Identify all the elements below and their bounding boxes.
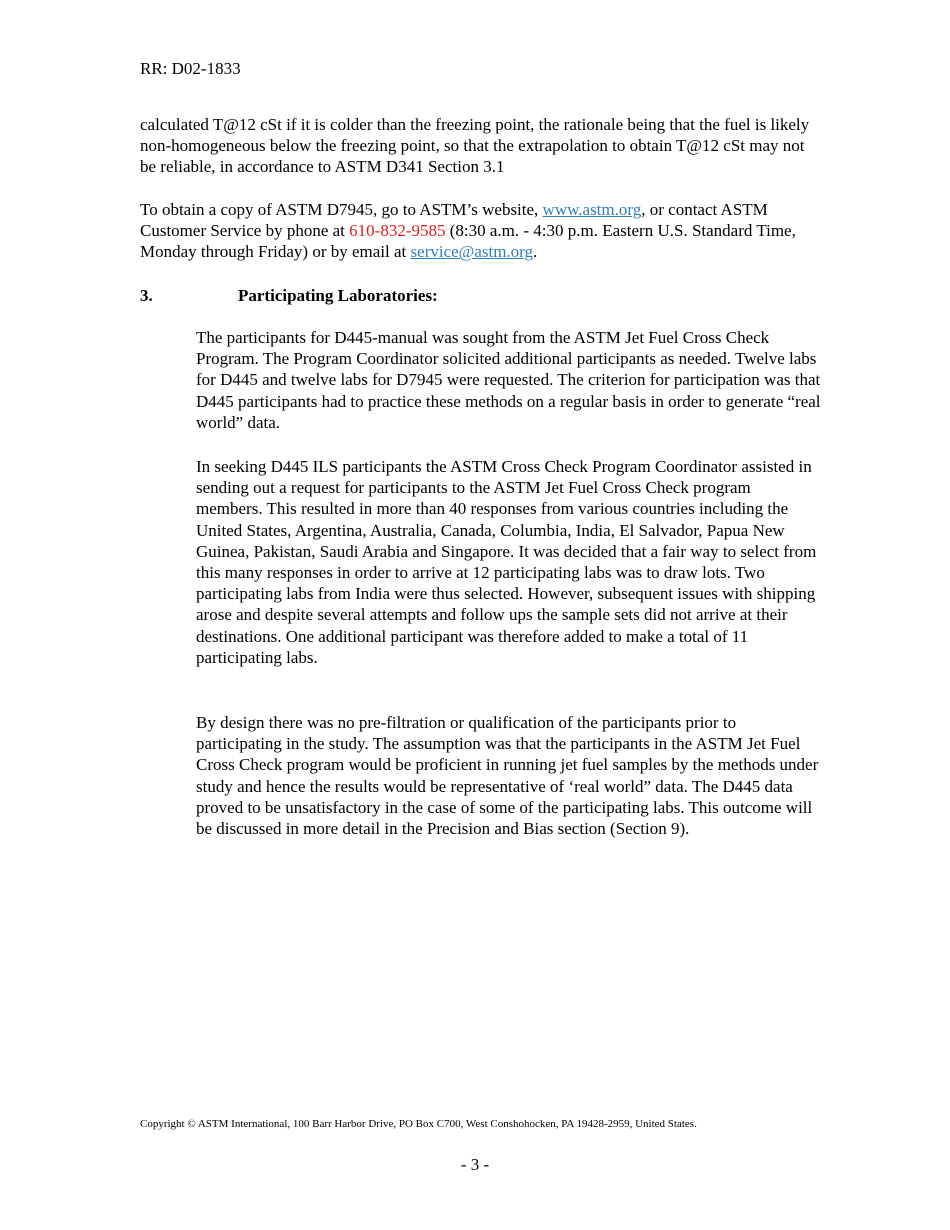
section-paragraph-2: In seeking D445 ILS participants the ASTM Cross Check Program Coordinator assisted in sending out a request for participants to the ASTM Jet Fuel Cross Check program members. This resulted in more than 40 responses from various countries including the United States, Argentina, Australia, Canada, Columbia, India, El Salvador, Papua New Guinea, Pakistan, Saudi Arabia and Singapore. It was decided that a fair way to select from this many responses in order to arrive at 12 participating labs was to draw lots. Two participating labs from India were thus selected. However, subsequent issues with shipping arose and despite several attempts and follow ups the sample sets did not arrive at their destinations. One additional participant was therefore added to make a total of 11 participating labs. xyxy=(196,457,817,667)
contact-text-4: . xyxy=(533,242,538,262)
contact-text-3: (8:30 a.m. - 4:30 p.m. Eastern U.S. Standard Time, Monday through Friday) or by email at xyxy=(140,221,796,262)
report-id-header: RR: D02-1833 xyxy=(140,59,241,78)
page-number: - 3 - xyxy=(460,1155,490,1174)
contact-text-1: To obtain a copy of ASTM D7945, go to ASTM’s website, xyxy=(140,200,543,219)
contact-paragraph xyxy=(140,199,820,263)
section-paragraph-3: By design there was no pre-filtration or qualification of the participants prior to participating in the study. The assumption was that the participants in the ASTM Jet Fuel Cross Check program would be proficient in running jet fuel samples by the methods under study and hence the results would be representative of ‘real world” data. The D445 data proved to be unsatisfactory in the case of some of the participating labs. This outcome will be discussed in more detail in the Precision and Bias section (Section 9). xyxy=(196,713,819,839)
section-number: 3. xyxy=(140,286,153,305)
phone-number: 610-832-9585 xyxy=(349,221,446,241)
section-paragraph-1: The participants for D445-manual was sought from the ASTM Jet Fuel Cross Check Program. The Program Coordinator solicited additional participants as needed. Twelve labs for D445 and twelve labs for D7945 were requested. The criterion for participation was that D445 participants had to practice these methods on a regular basis in order to generate “real world” data. xyxy=(196,328,821,432)
section-heading xyxy=(140,285,438,306)
contact-text-2: , or contact ASTM Customer Service by phone at xyxy=(140,200,768,241)
section-title: Participating Laboratories: xyxy=(238,286,438,305)
copyright-footer: Copyright © ASTM International, 100 Barr Harbor Drive, PO Box C700, West Conshohocken, PA 19428-2959, United States. xyxy=(140,1118,697,1130)
intro-paragraph: calculated T@12 cSt if it is colder than the freezing point, the rationale being that the fuel is likely non-homogeneous below the freezing point, so that the extrapolation to obtain T@12 cSt may not be reliable, in accordance to ASTM D341 Section 3.1 xyxy=(140,115,810,177)
astm-website-link[interactable]: www.astm.org xyxy=(542,200,642,219)
email-link[interactable]: service@astm.org xyxy=(410,242,534,262)
